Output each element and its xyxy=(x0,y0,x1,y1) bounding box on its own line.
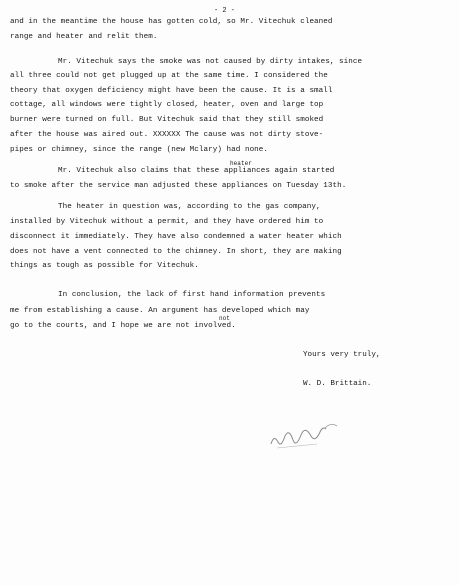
body-line: burner were turned on full. But Vitechuk said that they still smoked xyxy=(10,116,324,124)
body-line: things as tough as possible for Vitechuk. xyxy=(10,262,199,270)
page-number: - 2 - xyxy=(214,7,236,15)
body-line: The heater in question was, according to the gas company, xyxy=(58,203,321,211)
body-line: Mr. Vitechuk says the smoke was not caused by dirty intakes, since xyxy=(58,58,363,66)
interlinear-insert: heater xyxy=(230,160,252,167)
body-line: disconnect it immediately. They have also condemned a water heater which xyxy=(10,233,342,241)
body-line: all three could not get plugged up at the same time. I considered the xyxy=(10,72,328,80)
handwritten-stamp-mark xyxy=(267,418,347,459)
body-line: range and heater and relit them. xyxy=(10,33,158,41)
body-line: Mr. Vitechuk also claims that these appliances again started xyxy=(58,167,335,175)
body-line: cottage, all windows were tightly closed, heater, oven and large top xyxy=(10,101,324,109)
body-line: after the house was aired out. XXXXXX The cause was not dirty stove- xyxy=(10,131,324,139)
body-line: to smoke after the service man adjusted these appliances on Tuesday 13th. xyxy=(10,182,347,190)
interlinear-not: not xyxy=(219,315,230,322)
body-line: and in the meantime the house has gotten cold, so Mr. Vitechuk cleaned xyxy=(10,18,333,26)
closing: Yours very truly, xyxy=(303,351,381,359)
body-line: installed by Vitechuk without a permit, and they have ordered him to xyxy=(10,218,324,226)
body-line: go to the courts, and I hope we are not involved. xyxy=(10,322,236,330)
signature: W. D. Brittain. xyxy=(303,380,372,388)
body-line: does not have a vent connected to the chimney. In short, they are making xyxy=(10,248,342,256)
body-line: In conclusion, the lack of first hand information prevents xyxy=(58,291,326,299)
body-line: pipes or chimney, since the range (new Mclary) had none. xyxy=(10,146,268,154)
body-line: me from establishing a cause. An argument has developed which may xyxy=(10,307,310,315)
body-line: theory that oxygen deficiency might have been the cause. It is a small xyxy=(10,87,333,95)
